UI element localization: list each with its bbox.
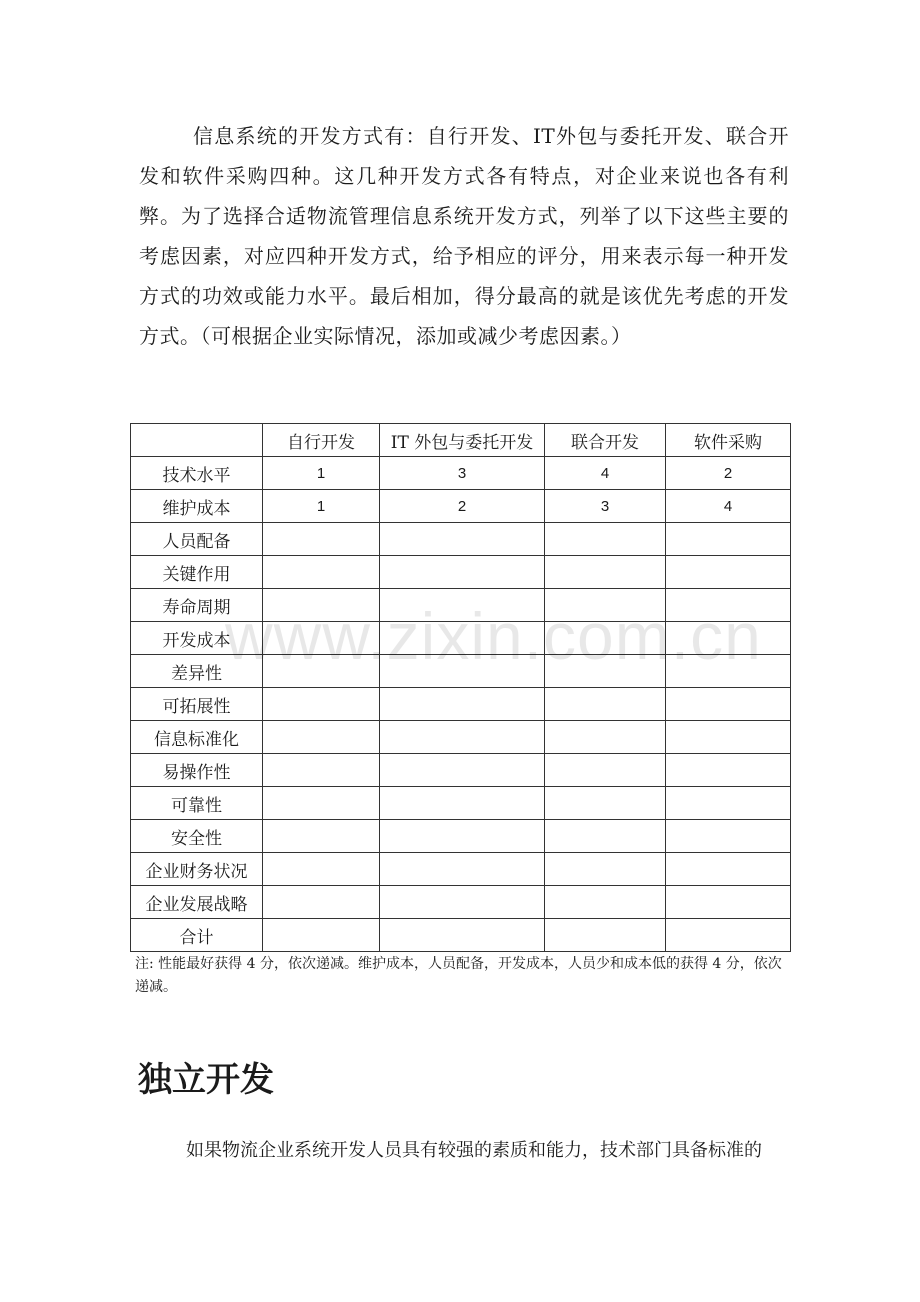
score-cell: 2: [666, 457, 791, 490]
table-header-row: [131, 424, 791, 457]
score-cell: [380, 523, 545, 556]
score-cell: [545, 787, 666, 820]
row-factor: 关键作用: [131, 556, 263, 589]
row-factor: 可靠性: [131, 787, 263, 820]
body-paragraph: 如果物流企业系统开发人员具有较强的素质和能力，技术部门具备标准的: [186, 1140, 762, 1161]
header-cell-joint-development: 联合开发: [545, 424, 666, 457]
row-factor: 维护成本: [131, 490, 263, 523]
score-cell: [545, 556, 666, 589]
score-cell: [263, 589, 380, 622]
score-cell: [666, 721, 791, 754]
header-cell-outsourcing: IT 外包与委托开发: [380, 424, 545, 457]
score-cell: [263, 721, 380, 754]
header-cell-blank: [131, 424, 263, 457]
section-heading: 独立开发: [138, 1060, 274, 1100]
score-cell: [666, 886, 791, 919]
table-row-total: [131, 919, 791, 952]
score-cell: [380, 820, 545, 853]
score-cell: [380, 886, 545, 919]
score-cell: [263, 655, 380, 688]
table-row: [131, 721, 791, 754]
score-cell: 1: [263, 457, 380, 490]
table-row: [131, 820, 791, 853]
score-cell: [380, 721, 545, 754]
row-factor: 人员配备: [131, 523, 263, 556]
table-row: [131, 688, 791, 721]
score-cell: [545, 622, 666, 655]
table-row: [131, 622, 791, 655]
score-cell: [666, 688, 791, 721]
score-cell: [380, 589, 545, 622]
score-cell: [545, 754, 666, 787]
table-row: [131, 457, 791, 490]
table-note: 注: 性能最好获得 4 分，依次递减。维护成本，人员配备，开发成本，人员少和成本低的获得 4 分，依次递减。: [135, 956, 782, 995]
score-cell: [666, 754, 791, 787]
row-factor: 信息标准化: [131, 721, 263, 754]
score-cell: [545, 886, 666, 919]
score-cell: [545, 919, 666, 952]
score-cell: [263, 886, 380, 919]
row-factor: 合计: [131, 919, 263, 952]
score-cell: [263, 622, 380, 655]
score-cell: [666, 655, 791, 688]
score-cell: [666, 787, 791, 820]
row-factor: 差异性: [131, 655, 263, 688]
score-cell: [380, 919, 545, 952]
table-row: [131, 787, 791, 820]
table-row: [131, 655, 791, 688]
row-factor: 技术水平: [131, 457, 263, 490]
score-cell: [666, 556, 791, 589]
table-row: [131, 886, 791, 919]
score-cell: [666, 820, 791, 853]
header-cell-software-purchase: 软件采购: [666, 424, 791, 457]
score-cell: [545, 655, 666, 688]
header-cell-self-development: 自行开发: [263, 424, 380, 457]
evaluation-table: [130, 423, 791, 952]
table-row: [131, 490, 791, 523]
score-cell: [666, 622, 791, 655]
score-cell: [545, 853, 666, 886]
score-cell: 3: [380, 457, 545, 490]
table-row: [131, 523, 791, 556]
score-cell: [263, 556, 380, 589]
score-cell: 2: [380, 490, 545, 523]
table-row: [131, 556, 791, 589]
score-cell: [263, 919, 380, 952]
score-cell: [380, 853, 545, 886]
score-cell: 3: [545, 490, 666, 523]
row-factor: 开发成本: [131, 622, 263, 655]
score-cell: [545, 523, 666, 556]
score-cell: [380, 688, 545, 721]
score-cell: [545, 721, 666, 754]
row-factor: 可拓展性: [131, 688, 263, 721]
score-cell: [380, 556, 545, 589]
intro-paragraph: 信息系统的开发方式有：自行开发、IT外包与委托开发、联合开发和软件采购四种。这几种开发方式各有特点，对企业来说也各有利弊。为了选择合适物流管理信息系统开发方式，列举了以下这些主要的考虑因素，对应四种开发方式，给予相应的评分，用来表示每一种开发方式的功效或能力水平。最后相加，得分最高的就是该优先考虑的开发方式。（可根据企业实际情况，添加或减少考虑因素。）: [139, 124, 789, 348]
score-cell: [666, 853, 791, 886]
row-factor: 企业发展战略: [131, 886, 263, 919]
score-cell: [263, 754, 380, 787]
score-cell: [380, 622, 545, 655]
table-row: [131, 853, 791, 886]
row-factor: 企业财务状况: [131, 853, 263, 886]
score-cell: [666, 523, 791, 556]
table-row: [131, 589, 791, 622]
score-cell: 4: [666, 490, 791, 523]
table-row: [131, 754, 791, 787]
score-cell: [263, 787, 380, 820]
score-cell: [666, 919, 791, 952]
score-cell: [380, 754, 545, 787]
score-cell: [263, 523, 380, 556]
score-cell: [545, 820, 666, 853]
watermark-text: www.zixin.com.cn: [225, 599, 762, 673]
score-cell: 1: [263, 490, 380, 523]
score-cell: [380, 655, 545, 688]
row-factor: 安全性: [131, 820, 263, 853]
score-cell: [545, 589, 666, 622]
score-cell: 4: [545, 457, 666, 490]
score-cell: [263, 820, 380, 853]
score-cell: [263, 688, 380, 721]
score-cell: [666, 589, 791, 622]
score-cell: [263, 853, 380, 886]
row-factor: 易操作性: [131, 754, 263, 787]
row-factor: 寿命周期: [131, 589, 263, 622]
score-cell: [380, 787, 545, 820]
score-cell: [545, 688, 666, 721]
